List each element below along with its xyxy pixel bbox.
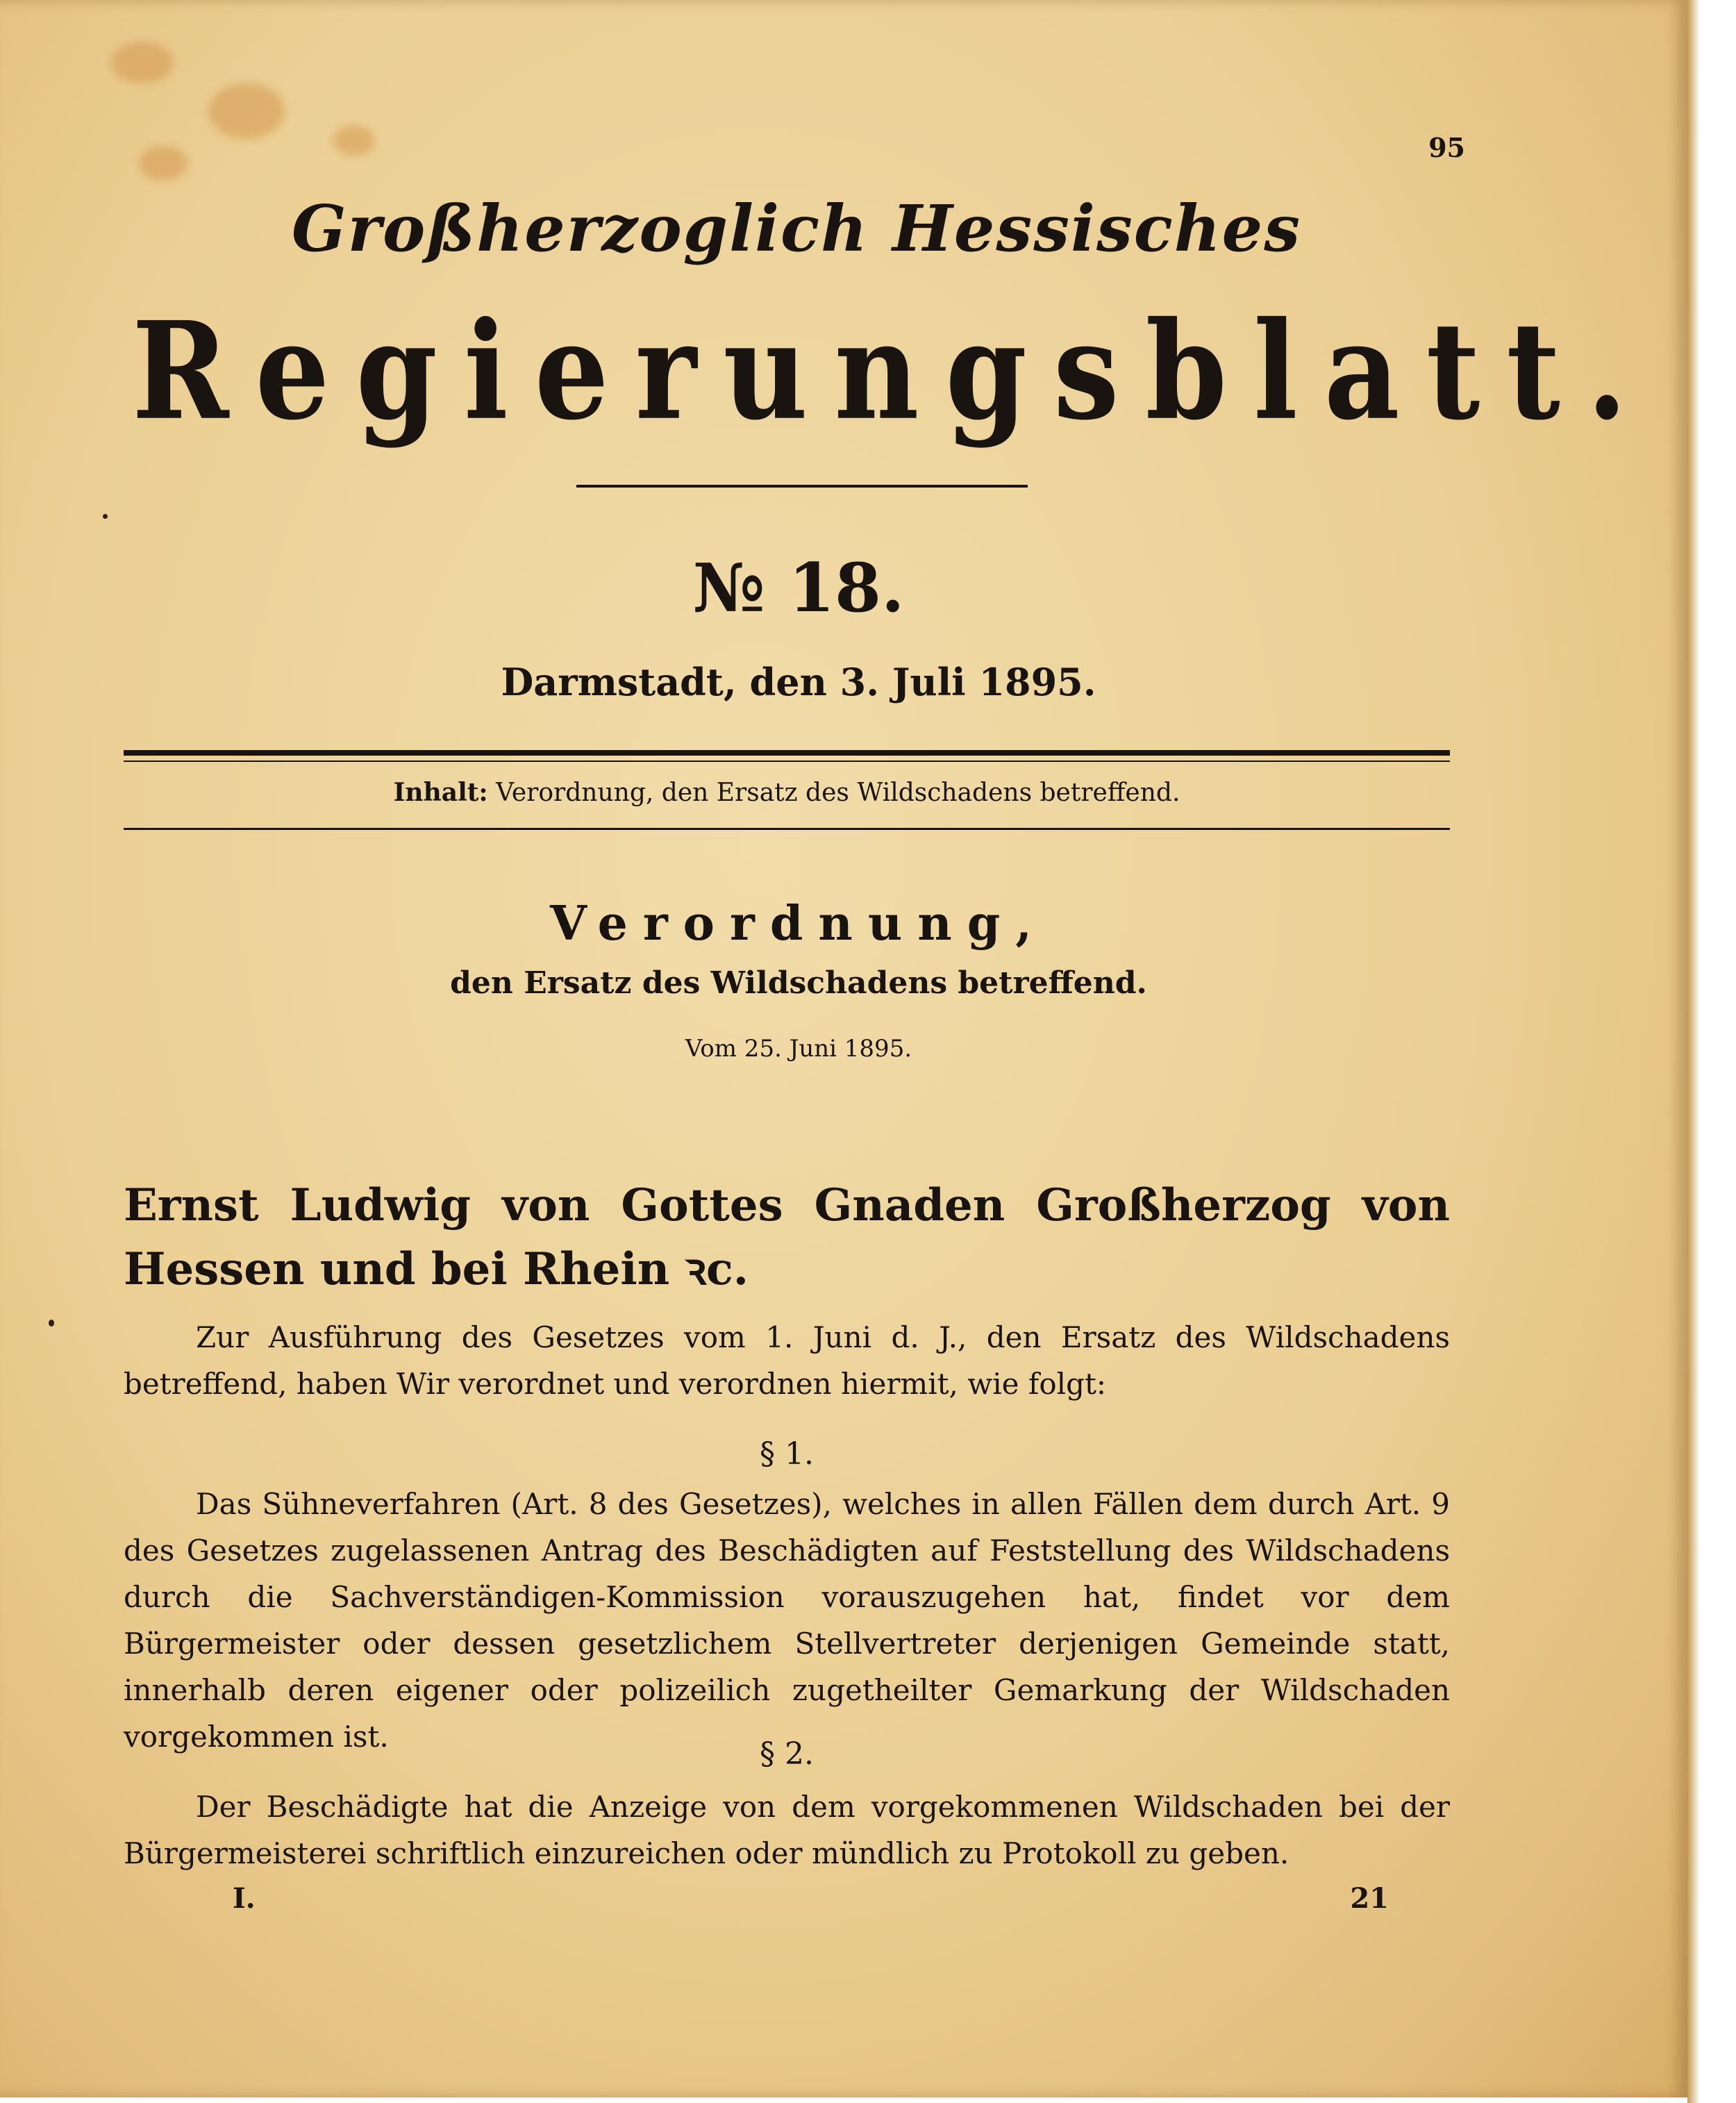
ink-speck (49, 1320, 54, 1327)
foxing-stain (333, 125, 375, 156)
gazette-title: Regierungsblatt. (132, 292, 1654, 450)
title-divider (576, 485, 1028, 488)
ordinance-preamble: Ernst Ludwig von Gottes Gnaden Großherzog von Hessen und bei Rhein ꝛc. (124, 1179, 1450, 1295)
ordinance-subject: den Ersatz des Wildschadens betreffend. (450, 965, 1147, 1001)
section-paragraph: Der Beschädigte hat die Anzeige von dem vorgekommenen Wildschaden bei der Bürgermeisterei schriftlich einzureichen oder mündlich zu Protokoll zu geben. (124, 1790, 1450, 1870)
contents-rule-top (124, 750, 1450, 756)
foxing-stain (111, 42, 174, 83)
intro-paragraph: Zur Ausführung des Gesetzes vom 1. Juni d. J., den Ersatz des Wildschadens betreffend, haben Wir verordnet und verordnen hiermit, wie folgt: (124, 1320, 1450, 1401)
foxing-stain (139, 146, 187, 181)
section-paragraph: Das Sühneverfahren (Art. 8 des Gesetzes), welches in allen Fällen dem durch Art. 9 des Gesetzes zugelassenen Antrag des Beschädigten auf Feststellung des Wildschadens durch die Sachverständigen-Kommission vorauszugehen hat, findet vor dem Bürgermeister oder dessen gesetzlichem Stellvertreter derjenigen Gemeinde statt, innerhalb deren eigener oder polizeilich zugetheilter Gemarkung der Wildschaden vorgekommen ist. (124, 1487, 1450, 1754)
foxing-stain (208, 83, 285, 139)
page-number: 95 (1428, 132, 1465, 163)
issue-number: № 18. (692, 549, 905, 627)
contents-label: Inhalt: (393, 778, 488, 807)
sheet-number: 21 (1350, 1882, 1389, 1915)
gazette-subtitle: Großherzoglich Hessisches (292, 191, 1301, 266)
contents-rule-top-thin (124, 760, 1450, 762)
ink-speck (103, 514, 108, 519)
page-edge (1687, 0, 1700, 2103)
signature-mark: I. (233, 1882, 256, 1915)
dateline: Darmstadt, den 3. Juli 1895. (501, 660, 1096, 704)
ordinance-date: Vom 25. Juni 1895. (685, 1035, 912, 1063)
section-heading: § 1. (760, 1436, 814, 1472)
ordinance-title: Verordnung, (550, 896, 1047, 951)
contents-rule-bottom (124, 828, 1450, 830)
contents-line (124, 778, 1450, 807)
section-heading: § 2. (760, 1736, 814, 1772)
contents-text: Verordnung, den Ersatz des Wildschadens betreffend. (496, 779, 1180, 807)
